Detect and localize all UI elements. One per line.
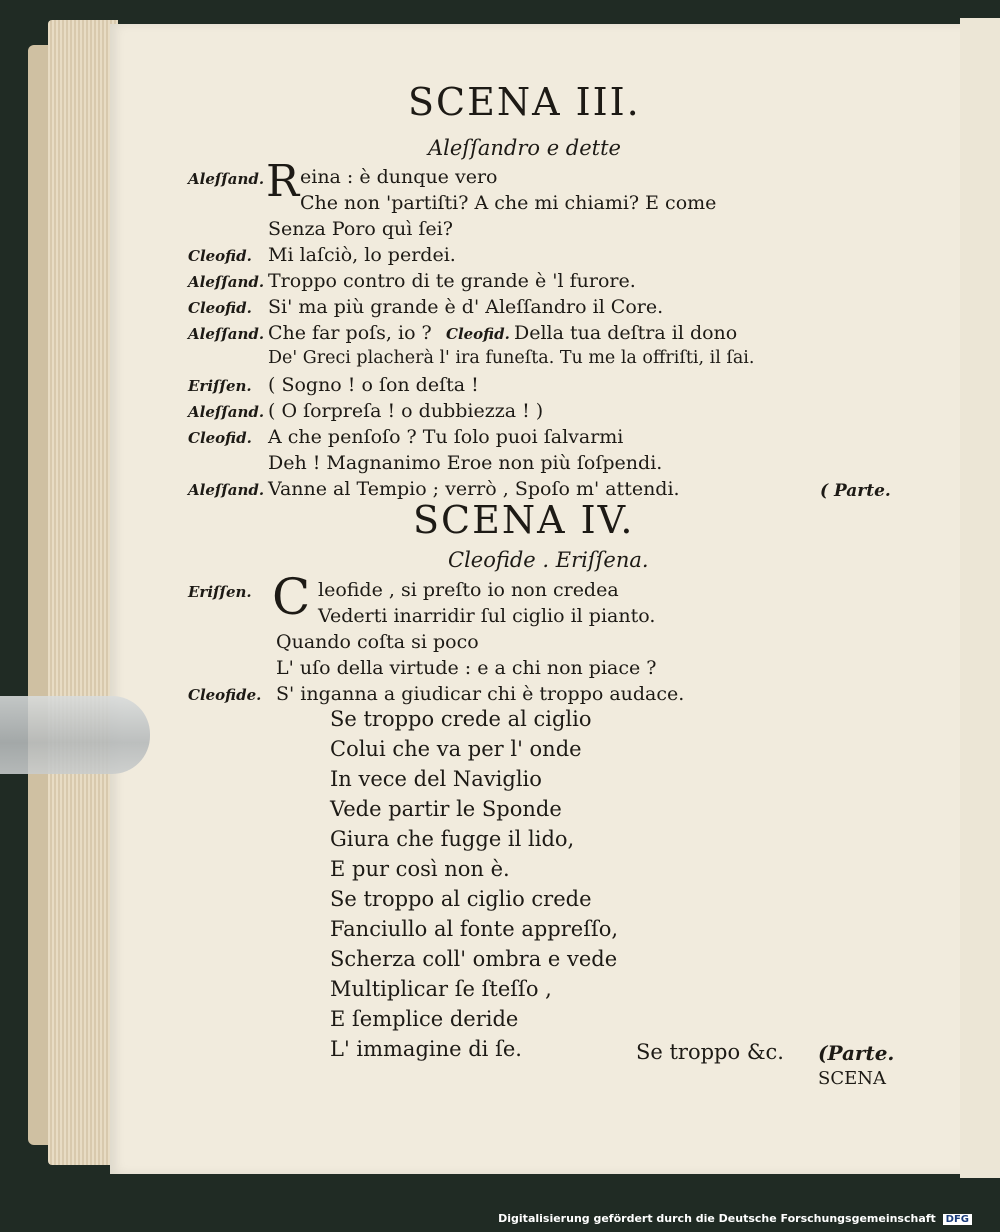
verse-line: Della tua deſtra il dono [514, 322, 738, 344]
verse-line: ( O ſorpreſa ! o dubbiezza ! ) [268, 400, 544, 422]
footer [498, 1212, 972, 1225]
aria-line: In vece del Naviglio [330, 767, 542, 791]
speaker: Cleofid. [188, 247, 252, 265]
verse-line: leofide , si preſto io non credea [318, 579, 619, 601]
verse-line: Che far poſs, io ? [268, 322, 432, 344]
aria-line: Se troppo al ciglio crede [330, 887, 592, 911]
verse-line: Mi laſciò, lo perdei. [268, 244, 456, 266]
aria-line: E ſemplice deride [330, 1007, 519, 1031]
speaker: Cleofide. [188, 686, 262, 704]
speaker: Eriſſen. [188, 583, 252, 601]
verse-line: S' inganna a giudicar chi è troppo audace. [276, 683, 685, 705]
drop-cap: C [272, 568, 311, 626]
speaker: Aleſſand. [188, 403, 265, 421]
aria-line: Fanciullo al fonte appreſſo, [330, 917, 619, 941]
aria-line: L' immagine di ſe. [330, 1037, 522, 1061]
verse-line: Quando coſta si poco [276, 631, 479, 653]
aria-line: Colui che va per l' onde [330, 737, 582, 761]
footer-text: Digitalisierung gefördert durch die Deutsche Forschungsgemeinschaft [498, 1212, 936, 1225]
drop-cap: R [266, 156, 300, 207]
aria-line: Multiplicar ſe ſteſſo , [330, 977, 552, 1001]
next-page-edge [960, 18, 1000, 1178]
scene4-heading: SCENA IV. [413, 498, 635, 542]
verse-line: Troppo contro di te grande è 'l furore. [268, 270, 636, 292]
page-holder-clip [0, 696, 150, 774]
da-capo: Se troppo &c. [636, 1040, 784, 1064]
verse-line: De' Greci placherà l' ira funeſta. Tu me la offriſti, il ſai. [268, 348, 755, 368]
verse-line: Vanne al Tempio ; verrò , Spoſo m' attendi. [268, 478, 680, 500]
verse-line: Senza Poro quì ſei? [268, 218, 453, 240]
verse-line: A che penſoſo ? Tu ſolo puoi ſalvarmi [268, 426, 624, 448]
aria-line: Scherza coll' ombra e vede [330, 947, 618, 971]
dfg-logo: DFG [943, 1214, 972, 1225]
stage-direction: ( Parte. [820, 481, 891, 501]
scene3-subtitle: Aleſſandro e dette [428, 136, 621, 160]
speaker: Aleſſand. [188, 170, 265, 188]
speaker: Aleſſand. [188, 273, 265, 291]
aria-line: Se troppo crede al ciglio [330, 707, 592, 731]
scene3-heading: SCENA III. [408, 80, 641, 124]
speaker: Eriſſen. [188, 377, 252, 395]
verse-line: Si' ma più grande è d' Aleſſandro il Core. [268, 296, 664, 318]
aria-line: Giura che fugge il lido, [330, 827, 575, 851]
stage-direction: (Parte. [818, 1041, 895, 1065]
speaker: Aleſſand. [188, 481, 265, 499]
speaker: Aleſſand. [188, 325, 265, 343]
book-page-edges [48, 20, 118, 1165]
verse-line: ( Sogno ! o ſon deſta ! [268, 374, 479, 396]
speaker: Cleofid. [188, 299, 252, 317]
scene4-subtitle: Cleofide . Eriſſena. [448, 548, 649, 572]
speaker: Cleofid. [188, 429, 252, 447]
aria-line: E pur così non è. [330, 857, 510, 881]
verse-line: Vederti inarridir ſul ciglio il pianto. [318, 605, 656, 627]
verse-line: Deh ! Magnanimo Eroe non più ſoſpendi. [268, 452, 663, 474]
verse-line: Che non 'partiſti? A che mi chiami? E come [300, 192, 717, 214]
aria-line: Vede partir le Sponde [330, 797, 562, 821]
verse-line: L' uſo della virtude : e a chi non piace ? [276, 657, 657, 679]
inline-speaker: Cleofid. [446, 325, 510, 343]
verse-line: eina : è dunque vero [300, 166, 498, 188]
catchword: SCENA [818, 1068, 886, 1089]
